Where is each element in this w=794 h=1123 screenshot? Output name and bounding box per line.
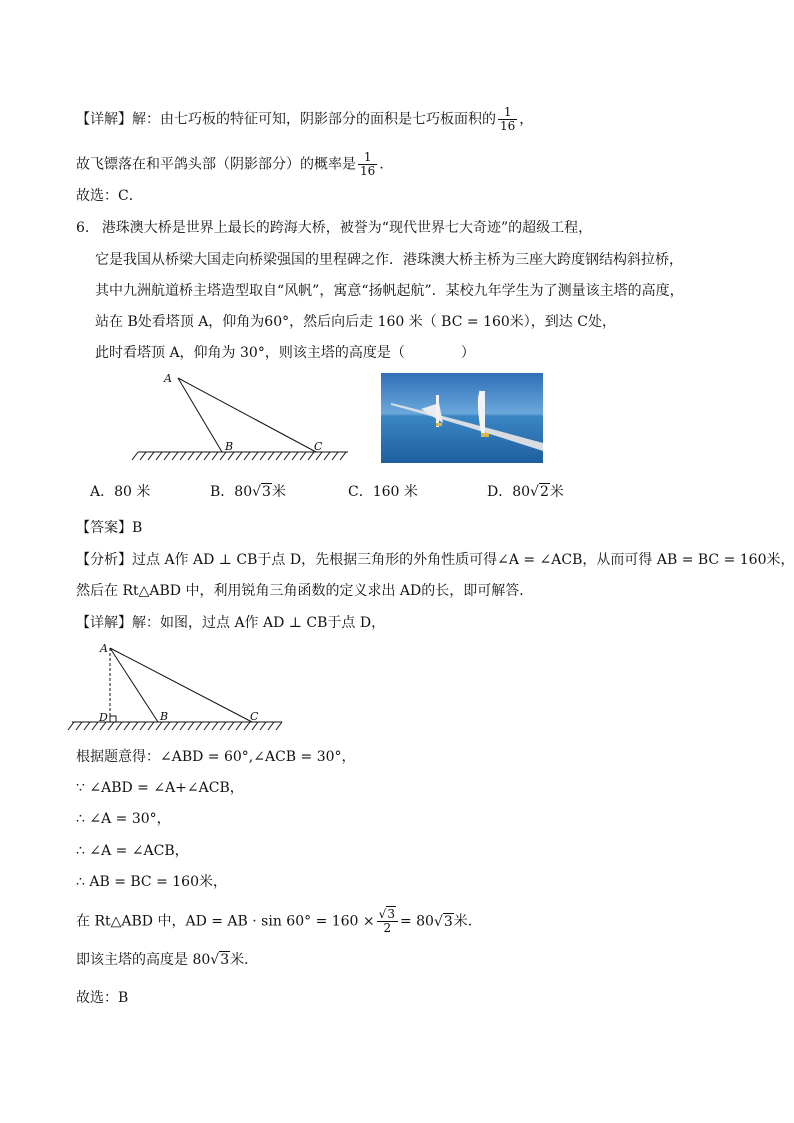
step-1: 根据题意得：∠ABD = 60°,∠ACB = 30°，: [76, 749, 356, 765]
point-a-label: A: [100, 642, 108, 655]
fraction-one-sixteenth: $\frac{1}{16}$: [360, 150, 376, 178]
option-b[interactable]: B．80√3米: [210, 484, 286, 500]
option-a[interactable]: A．80 米: [90, 484, 151, 500]
detail-line-1: 【详解】解：由七巧板的特征可知，阴影部分的面积是七巧板面积的 $\frac{1}{16}$ ，: [76, 105, 534, 133]
option-d[interactable]: D．80√2米: [487, 484, 564, 500]
point-a-label: A: [164, 372, 172, 385]
question-6-line-2: 它是我国从桥梁大国走向桥梁强国的里程碑之作．港珠澳大桥主桥为三座大跨度钢结构斜拉桥，: [95, 252, 683, 268]
detail-2-line: 【详解】解：如图，过点 A作 AD ⊥ CB于点 D，: [76, 615, 386, 631]
step-3: ∴ ∠A = 30°，: [76, 811, 171, 827]
choice-b-line: 故选：B: [76, 990, 129, 1006]
option-c[interactable]: C．160 米: [348, 484, 418, 500]
point-d-label: D: [99, 711, 108, 724]
step-5: ∴ AB = BC = 160米，: [76, 874, 227, 890]
sqrt-symbol: √2: [530, 484, 549, 500]
detail-label: 【详解】: [76, 111, 132, 128]
detail-text: 解：由七巧板的特征可知，阴影部分的面积是七巧板面积的: [132, 111, 496, 128]
sqrt-symbol: √3: [433, 913, 453, 930]
analysis-line-1: 【分析】过点 A作 AD ⊥ CB于点 D，先根据三角形的外角性质可得∠A = ∠ACB，从而可得 AB = BC = 160米，: [76, 552, 794, 568]
step-6: 在 Rt△ABD 中，AD = AB · sin 60° = 160 × $\frac{√3}{2}$ = 80√3米．: [76, 907, 482, 935]
answer-line: 【答案】B: [76, 520, 143, 536]
question-6-line-1: 6. 港珠澳大桥是世界上最长的跨海大桥，被誉为“现代世界七大奇迹”的超级工程，: [76, 220, 593, 236]
question-6-line-4: 站在 B处看塔顶 A，仰角为60°，然后向后走 160 米（ BC = 160米），到达 C处，: [95, 314, 616, 330]
answer-value: B: [132, 520, 143, 536]
triangle-figure: [130, 368, 360, 468]
point-c-label: C: [250, 710, 259, 723]
bridge-photo: [381, 373, 543, 463]
fraction-one-sixteenth: $\frac{1}{16}$: [500, 105, 516, 133]
point-b-label: B: [225, 440, 234, 453]
step-2: ∵ ∠ABD = ∠A+∠ACB，: [76, 780, 244, 796]
step-4: ∴ ∠A = ∠ACB，: [76, 843, 189, 859]
sqrt-symbol: √3: [210, 952, 230, 968]
fraction-sqrt3-over-2: $\frac{√3}{2}$: [377, 908, 398, 935]
probability-line: 故飞镖落在和平鸽头部（阴影部分）的概率是 $\frac{1}{16}$ .: [76, 150, 384, 178]
question-6-line-5: 此时看塔顶 A，仰角为 30°，则该主塔的高度是（ ）: [95, 345, 475, 361]
question-number: 6.: [76, 220, 90, 236]
step-7: 即该主塔的高度是 80√3米．: [76, 952, 259, 968]
triangle-figure-with-altitude: [66, 640, 296, 740]
choice-c-line: 故选：C．: [76, 188, 143, 204]
point-c-label: C: [314, 440, 323, 453]
question-6-line-3: 其中九洲航道桥主塔造型取自“风帆”，寓意“扬帆起航”．某校九年学生为了测量该主塔的高度，: [95, 283, 684, 299]
analysis-line-2: 然后在 Rt△ABD 中，利用锐角三角函数的定义求出 AD的长，即可解答．: [76, 583, 534, 599]
point-b-label: B: [160, 710, 169, 723]
sqrt-symbol: √3: [252, 484, 271, 500]
